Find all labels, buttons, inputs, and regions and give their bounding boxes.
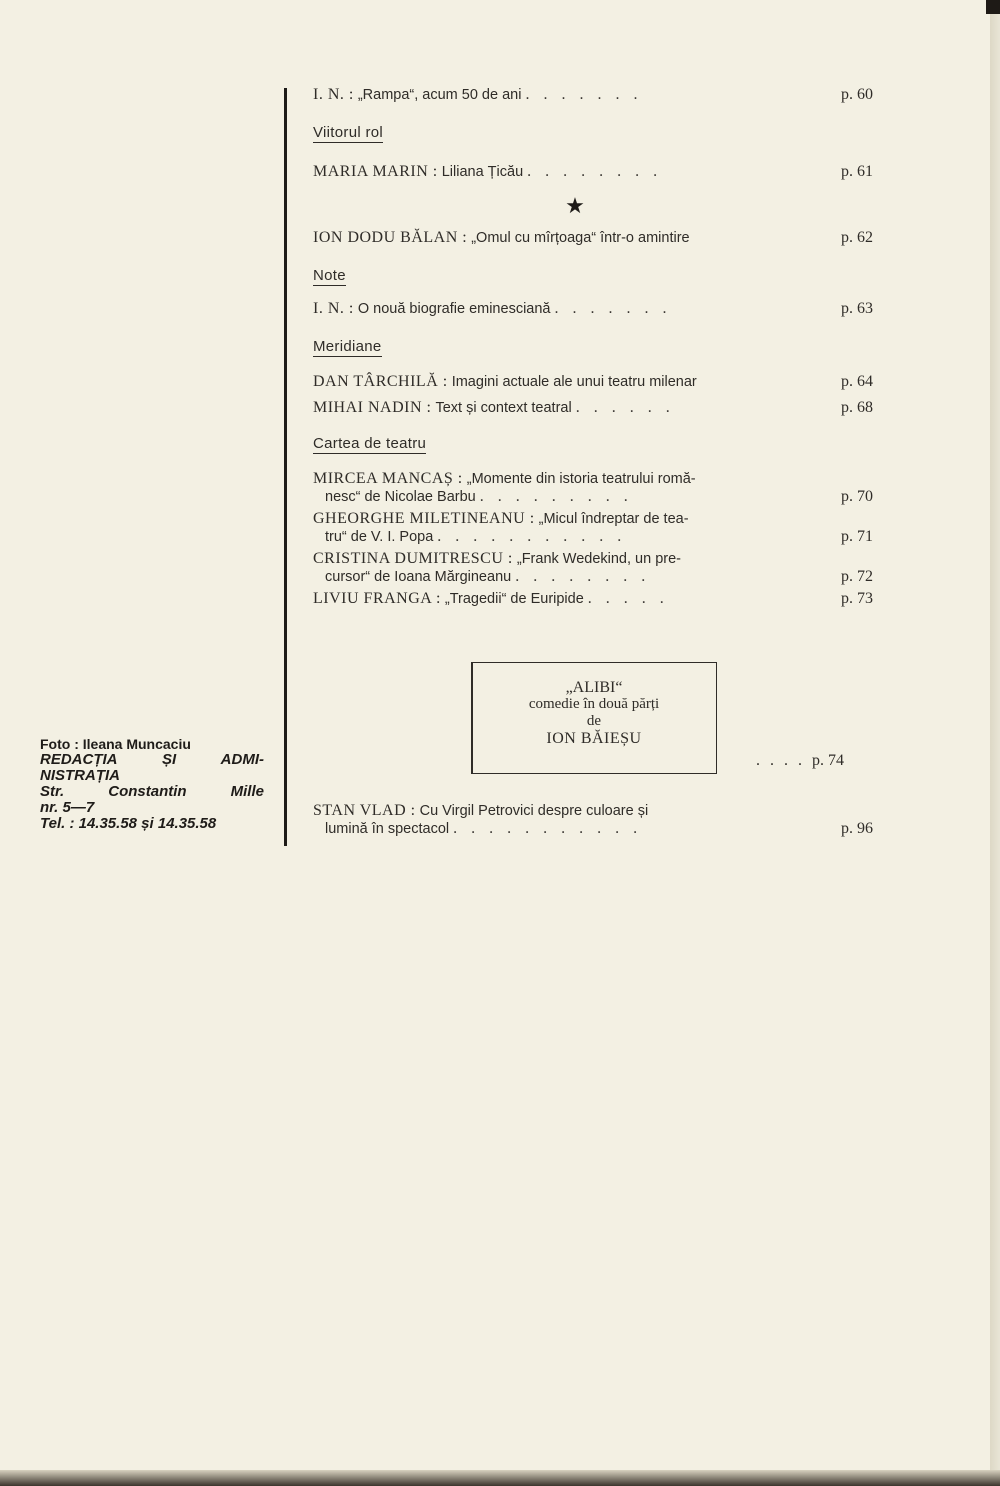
table-of-contents xyxy=(313,80,873,608)
corner-mark xyxy=(986,0,1000,14)
play-title: „ALIBI“ xyxy=(565,679,623,696)
toc-entry: MARIA MARIN : Liliana Țicău . . . . . . . . p. 61 xyxy=(313,163,873,180)
address-line-1: Str. Constantin Mille xyxy=(40,783,264,800)
play-author: ION BĂIEȘU xyxy=(546,730,642,747)
featured-play-page: . . . . p. 74 xyxy=(756,752,844,769)
play-subtitle: comedie în două părți xyxy=(528,696,660,712)
star-icon: ★ xyxy=(565,193,585,218)
toc-entry: I. N. : O nouă biografie eminesciană . . . . . . . p. 63 xyxy=(313,300,873,317)
featured-play-box xyxy=(471,662,717,774)
imprint-block xyxy=(40,736,264,832)
toc-entry: STAN VLAD : Cu Virgil Petrovici despre culoare și lumină în spectacol . . . . . . . . . . . p. 96 xyxy=(313,802,873,837)
editorial-line-2: NISTRAȚIA xyxy=(40,767,120,784)
page-bottom-edge xyxy=(0,1470,1000,1486)
toc-entry: LIVIU FRANGA : „Tragedii“ de Euripide . . . . . p. 73 xyxy=(313,590,873,607)
section-heading: Note xyxy=(313,267,346,284)
toc-entry: GHEORGHE MILETINEANU : „Micul îndreptar de tea- tru“ de V. I. Popa . . . . . . . . . . . p. 71 xyxy=(313,510,873,545)
toc-entry: DAN TÂRCHILĂ : Imagini actuale ale unui teatru milenar p. 64 xyxy=(313,373,873,390)
toc-entry: MIRCEA MANCAȘ : „Momente din istoria teatrului romă- nesc“ de Nicolae Barbu . . . . . . . . . p. 70 xyxy=(313,470,873,505)
play-by: de xyxy=(586,713,602,729)
toc-entry: MIHAI NADIN : Text și context teatral . . . . . . p. 68 xyxy=(313,399,873,416)
address-line-2: nr. 5—7 xyxy=(40,799,95,816)
section-heading: Viitorul rol xyxy=(313,124,384,141)
section-heading: Cartea de teatru xyxy=(313,435,427,452)
page-right-edge xyxy=(990,0,1000,1486)
editorial-line-1: REDACȚIA ȘI ADMI- xyxy=(40,751,264,768)
photo-credit: Foto : Ileana Muncaciu xyxy=(40,736,191,752)
toc-entry: I. N. : „Rampa“, acum 50 de ani . . . . . . . p. 60 xyxy=(313,86,873,103)
telephone: Tel. : 14.35.58 și 14.35.58 xyxy=(40,815,217,832)
toc-entry: ION DODU BĂLAN : „Omul cu mîrțoaga“ într-o amintire p. 62 xyxy=(313,229,873,246)
toc-entry: CRISTINA DUMITRESCU : „Frank Wedekind, un pre- cursor“ de Ioana Mărgineanu . . . . . . . . p. 72 xyxy=(313,550,873,585)
section-heading: Meridiane xyxy=(313,338,382,355)
